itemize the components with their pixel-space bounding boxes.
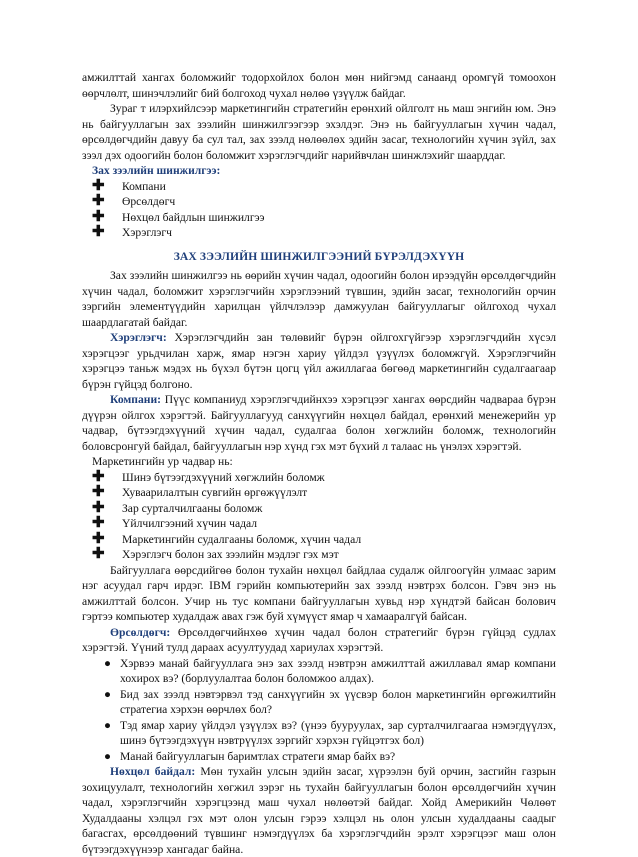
list-item: ✚ Маркетингийн судалгааны боломж, хүчин чадал: [92, 530, 362, 547]
cross-bullet-icon: ✚: [92, 208, 105, 225]
paragraph-continued: амжилттай хангах боломжийг тодорхойлох болон мөн нийгэмд санаанд оромгүй томоохон өөрчлөлт, шинэчлэлийг бий болгоход чухал нөлөө үзүүлж байдаг.: [82, 71, 556, 100]
cross-bullet-icon: ✚: [92, 177, 105, 194]
section-title: ЗАХ ЗЭЭЛИЙН ШИНЖИЛГЭЭНИЙ БҮРЭЛДЭХҮҮН: [173, 249, 465, 263]
cross-bullet-icon: ✚: [92, 468, 105, 485]
cross-bullet-icon: ✚: [92, 546, 105, 562]
competitor-questions-list: [82, 656, 556, 765]
list-item: ✚ Үйлчилгээний хүчин чадал: [92, 515, 258, 531]
cross-bullet-icon: ✚: [92, 515, 105, 531]
marketing-skills-heading: Маркетингийн ур чадвар нь:: [92, 455, 233, 468]
market-analysis-list: [82, 179, 556, 241]
company-term: Компани:: [110, 393, 161, 406]
dot-bullet-icon: ●: [104, 749, 112, 763]
list-item: ✚ Хэрэглэгч: [92, 224, 172, 240]
list-item: ✚ Хэрэглэгч болон зах зээлийн мэдлэг гэх мэт: [92, 546, 339, 562]
cross-bullet-icon: ✚: [92, 530, 105, 547]
list-item: ✚ Компани: [92, 177, 166, 194]
dot-bullet-icon: ●: [104, 656, 112, 670]
cross-bullet-icon: ✚: [92, 484, 105, 500]
dot-bullet-icon: ●: [104, 718, 112, 732]
list-item: ● Тэд ямар хариу үйлдэл үзүүлэх вэ? (үнээ бууруулах, зар сурталчилгаагаа нэмэгдүүлэх, шинэ бүтээгдэхүүн нэвтрүүлэх зэргийг хэрхэн гүйцэтгэх бол): [104, 718, 556, 747]
dot-bullet-icon: ●: [104, 687, 112, 701]
situation-term: Нөхцөл байдал:: [110, 765, 196, 778]
competitor-paragraph: Өрсөлдөгч: Өрсөлдөгчийнхөө хүчин чадал болон стратегийг бүрэн гүйцэд судлах хэрэгтэй. Үүний тулд дараах асуултуудад хариулах хэрэгтэй.: [82, 625, 556, 654]
list-item: ✚ Хуваарилалтын сувгийн өргөжүүлэлт: [92, 484, 308, 500]
situation-paragraph: Нөхцөл байдал: Мөн тухайн улсын эдийн засаг, хүрээлэн буй орчин, засгийн газрын зохицуулалт, технологийн хөгжил зэрэг нь тухайн байгууллагын болон өрсөлдөгчийн хүчин чадал, хэрэглэгчийн хэрэгцээнд маш чухал нөлөөтэй байдаг. Хойд Америкийн Чөлөөт Худалдааны хэлцэл гэх мэт олон улсын гэрээ хэлцэл нь олон улсын худалдааны саадыг багасгах, өрсөлдөөний түвшинг нэмэгдүүлэх ба хэрэглэгчдийн эрэлт хэрэгцээг маш олон бүтээгдэхүүнээр хангадаг байна.: [82, 765, 556, 856]
list-item: ✚ Өрсөлдөгч: [92, 193, 176, 209]
cross-bullet-icon: ✚: [92, 224, 105, 240]
consumer-term: Хэрэглэгч:: [110, 331, 167, 344]
ibm-paragraph: Байгууллага өөрсдийгөө болон тухайн нөхцөл байдлаа судалж ойлгоогүйн улмаас зарим нэг асуудал гарч ирдэг. IBM гэрийн компьютерийн зах зээлд нэвтрэх болсон. Гэвч энэ нь амжилттай болсон. Учир нь тус компани байгууллагын хувьд нэр хүндтэй байсан болович гэртээ компьютер худалдаж авах гэж буй хүмүүст ямар ч хамааралгүй байсан.: [82, 563, 556, 623]
marketing-skills-list: [82, 470, 556, 563]
list-item: ✚ Нөхцөл байдлын шинжилгээ: [92, 208, 265, 225]
list-item: ● Манай байгууллагын баримтлах стратеги ямар байх вэ?: [104, 749, 396, 763]
consumer-paragraph: Хэрэглэгч: Хэрэглэгчдийн зан төлөвийг бүрэн ойлгохгүйгээр хэрэглэгчдийн хүсэл хэрэгцээг урьдчилан харж, ямар нэгэн хариу үйлдэл үзүүлэх боломжгүй. Хэрэглэгчийн хэрэгцээ таньж мэдэх нь бүхэл бүтэн цогц үйл ажиллагаа бөгөөд маркетингийн судалгаагаар бүрэн гүйцэд болгоно.: [82, 331, 556, 391]
company-paragraph: Компани: Пүүс компаниуд хэрэглэгчдийнхээ хэрэгцээг хангах өөрсдийн чадвараа бүрэн дүүрэн ойлгох хэрэгтэй. Байгууллагууд санхүүгийн нөхцөл байдал, ерөнхий менежерийн ур чадвар, бүтээгдэхүүний хүчин чадал, судалгаа болон хөгжлийн боломж, технологийн боловсронгуй байдал, байгууллагын нэр хүнд гэх мэт бүхий л талаас нь үнэлэх хэрэгтэй.: [82, 393, 556, 453]
list-item: ✚ Шинэ бүтээгдэхүүний хөгжлийн боломж: [92, 468, 325, 485]
list-item: ● Хэрвээ манай байгууллага энэ зах зээлд нэвтрэн амжилттай ажиллавал ямар компани хохирох вэ? (борлуулалтаа болон боломжоо алдах).: [104, 656, 556, 685]
list-item: ● Бид зах зээлд нэвтэрвэл тэд санхүүгийн эх үүсвэр болон маркетингийн өргөжилтийн стратегиа хэрхэн өөрчлөх бол?: [104, 687, 556, 716]
competitor-term: Өрсөлдөгч:: [110, 625, 171, 639]
list-item: ✚ Зар сурталчилгааны боломж: [92, 499, 263, 516]
cross-bullet-icon: ✚: [92, 499, 105, 516]
section-intro: Зах зээлийн шинжилгээ нь өөрийн хүчин чадал, одоогийн болон ирээдүйн өрсөлдөгчдийн хүчин чадал, боломжит хэрэглэгчийн хэрэглээний түвшин, эдийн засаг, технологийн орчин зэргийн элементүүдийн харилцан үйлчлэлээр дамжуулан байгууллагыг ойлгоход чухал шаардлагатай байдаг.: [82, 269, 556, 329]
paragraph-strategy: Зураг т илэрхийлсээр маркетингийн стратегийн ерөнхий ойлголт нь маш энгийн юм. Энэ нь байгууллагын зах зээлийн шинжилгээгээр эхэлдэг. Энэ нь байгууллагын хүчин чадал, өрсөлдөгчдийн давуу ба сул тал, зах зээлд нөлөөлөх эдийн засаг, технологийн хүчин зүйл, зах зээл дэх одоогийн болон боломжит хэрэглэгчдийг нарийвчлан шинжлэхийг шаарддаг.: [82, 102, 556, 162]
cross-bullet-icon: ✚: [92, 193, 105, 209]
market-analysis-heading: Зах зээлийн шинжилгээ:: [92, 164, 221, 177]
